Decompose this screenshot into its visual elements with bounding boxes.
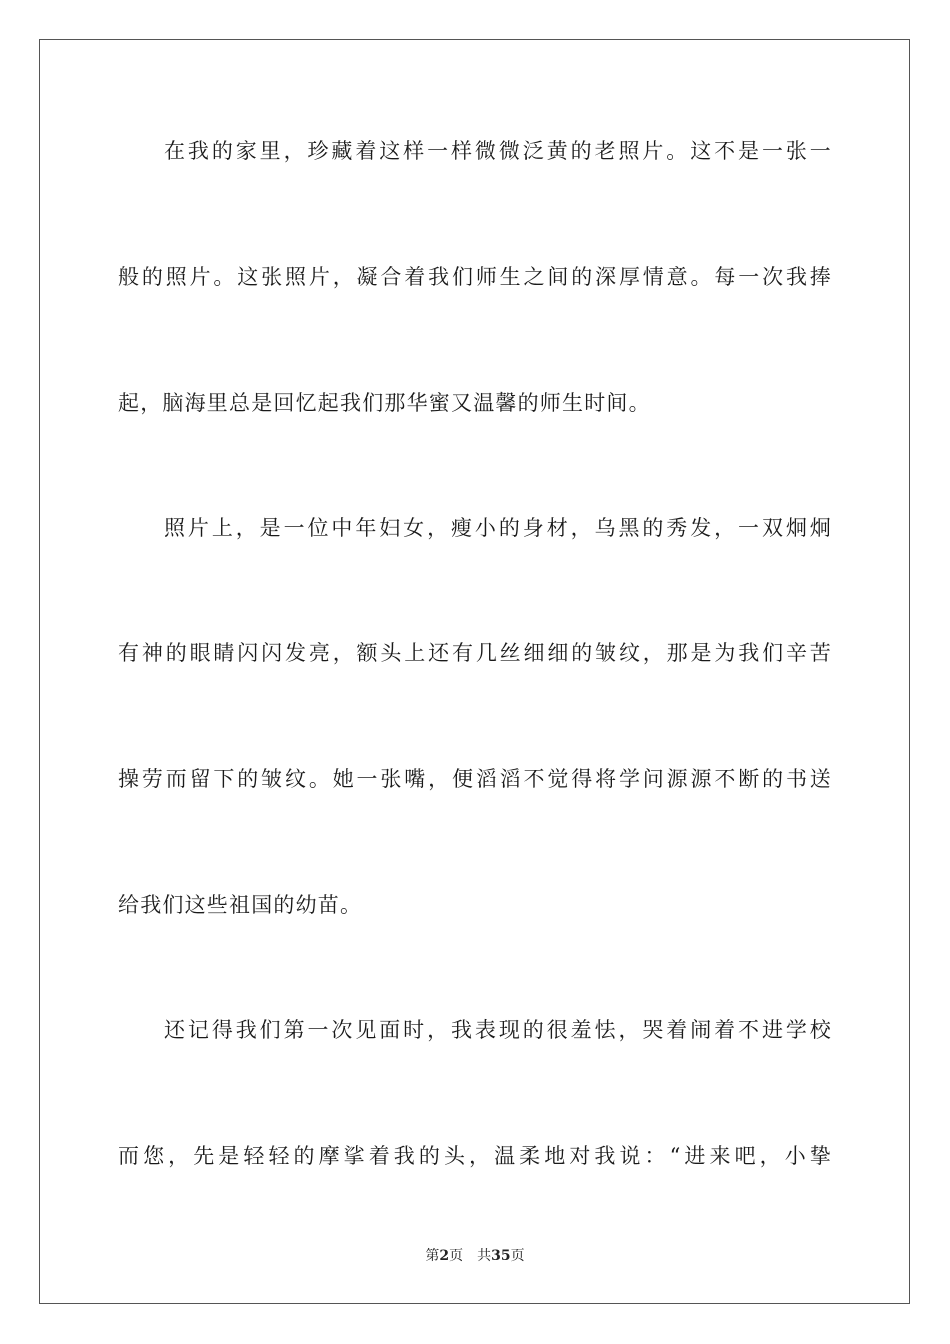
paragraph-1-line-3: 起，脑海里总是回忆起我们那华蜜又温馨的师生时间。 bbox=[118, 391, 651, 415]
paragraph-3-line-1: 还记得我们第一次见面时，我表现的很羞怯，哭着闹着不进学校 bbox=[164, 1018, 832, 1042]
page-label-suffix: 页 bbox=[449, 1248, 464, 1264]
page-number: 2 bbox=[439, 1248, 450, 1264]
paragraph-2-line-4: 给我们这些祖国的幼苗。 bbox=[118, 893, 363, 917]
paragraph-2-line-1: 照片上，是一位中年妇女，瘦小的身材，乌黑的秀发，一双炯炯 bbox=[164, 516, 832, 540]
paragraph-3-line-2: 而您，先是轻轻的摩挲着我的头，温柔地对我说：“进来吧，小挚 bbox=[118, 1144, 832, 1168]
paragraph-2-line-2: 有神的眼睛闪闪发亮，额头上还有几丝细细的皱纹，那是为我们辛苦 bbox=[118, 641, 832, 665]
paragraph-1-line-2: 般的照片。这张照片，凝合着我们师生之间的深厚情意。每一次我捧 bbox=[118, 265, 832, 289]
total-label-prefix: 共 bbox=[477, 1248, 492, 1264]
total-pages: 35 bbox=[491, 1248, 511, 1264]
page-label-prefix: 第 bbox=[425, 1248, 440, 1264]
paragraph-2-line-3: 操劳而留下的皱纹。她一张嘴，便滔滔不觉得将学问源源不断的书送 bbox=[118, 767, 832, 791]
paragraph-1-line-1: 在我的家里，珍藏着这样一样微微泛黄的老照片。这不是一张一 bbox=[164, 139, 832, 163]
page-footer bbox=[0, 1247, 950, 1265]
page-border bbox=[39, 39, 910, 1304]
total-label-suffix: 页 bbox=[510, 1248, 525, 1264]
